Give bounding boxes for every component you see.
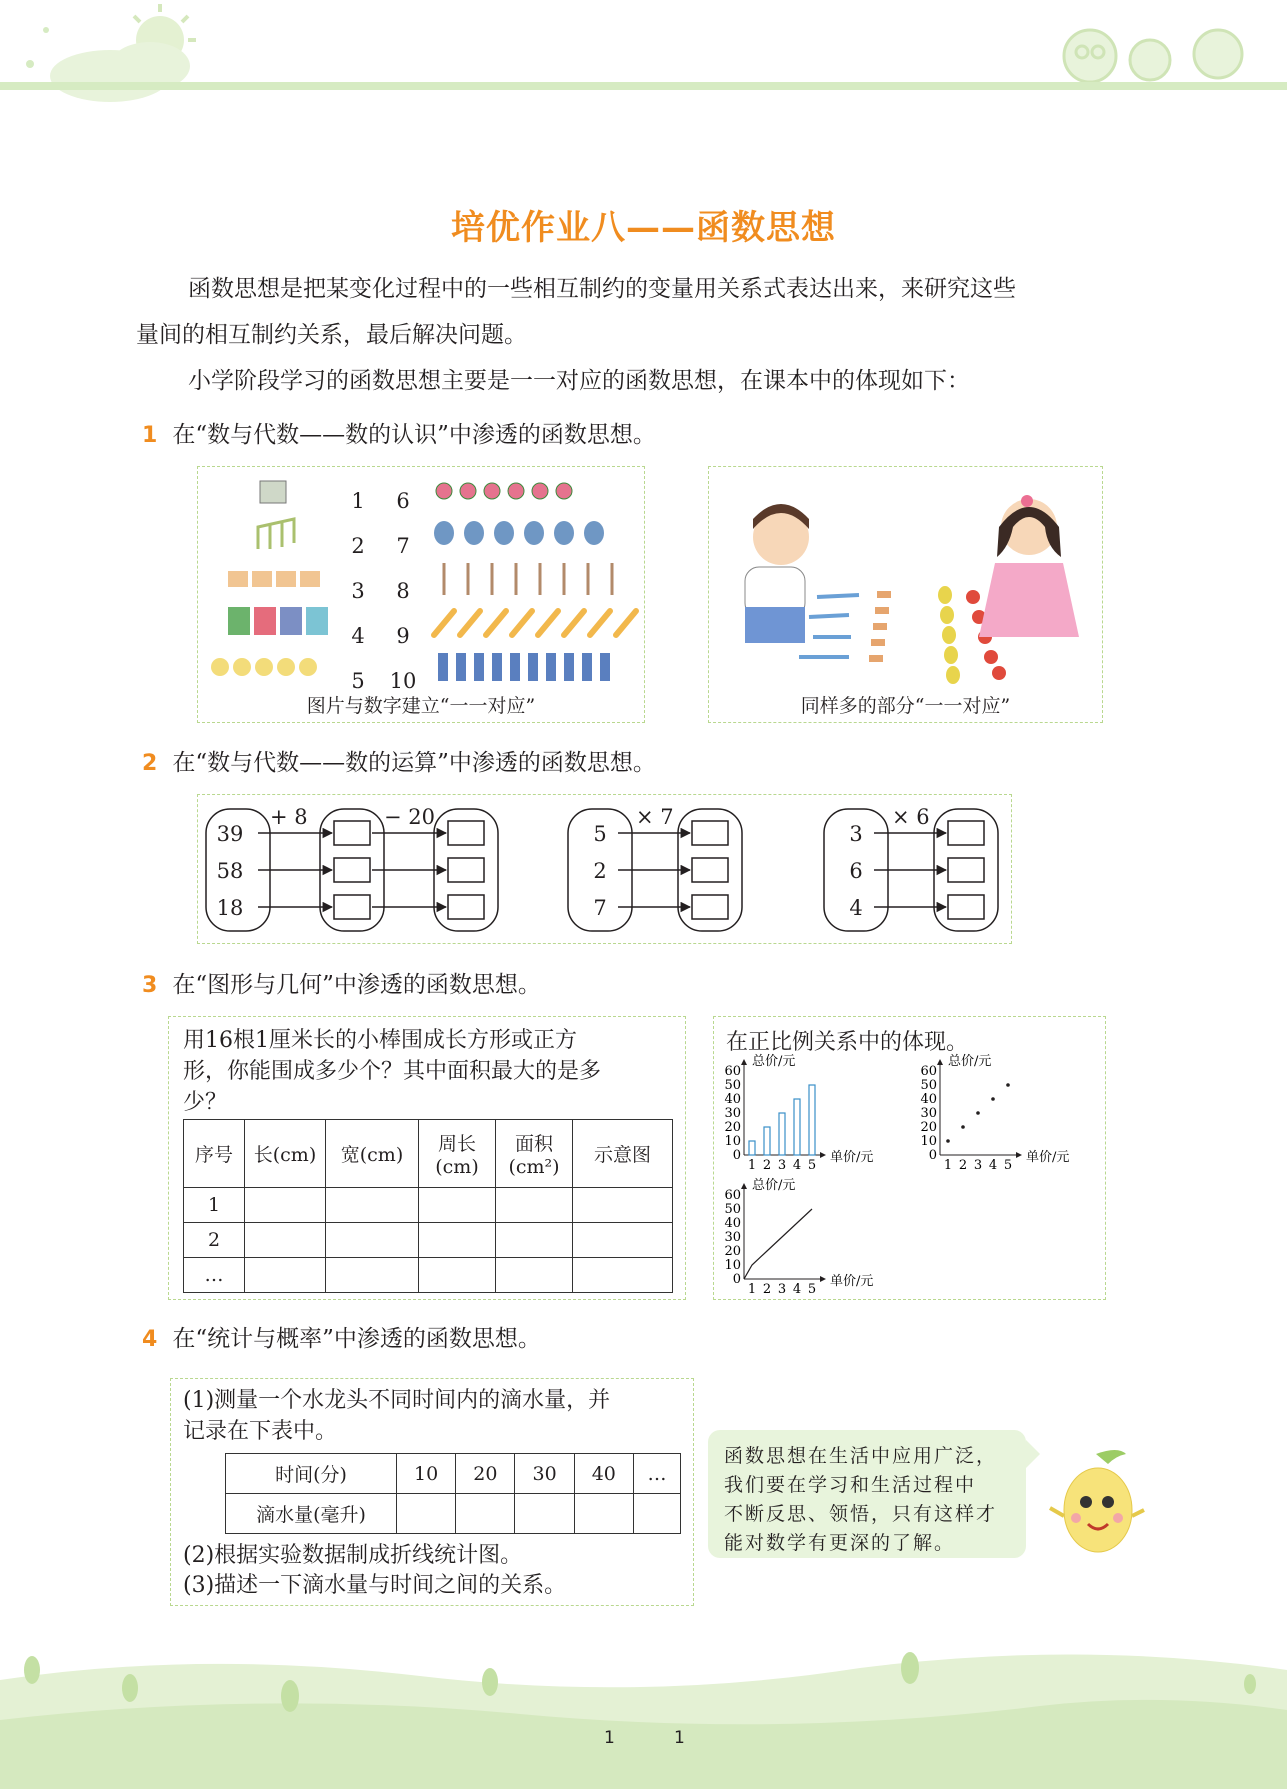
y-tick-label: 60	[724, 1064, 741, 1079]
y-axis-label: 总价/元	[948, 1054, 992, 1069]
number: 9	[396, 624, 410, 648]
y-tick-label: 10	[724, 1258, 741, 1273]
rectangle-problem-panel	[168, 1016, 686, 1300]
table-cell[interactable]	[573, 1223, 673, 1258]
answer-box[interactable]	[692, 821, 728, 845]
y-tick-label: 50	[724, 1202, 741, 1217]
table-cell[interactable]	[326, 1188, 419, 1223]
y-tick-label: 40	[920, 1092, 937, 1107]
y-tick-label: 20	[724, 1244, 741, 1259]
proportion-panel	[713, 1016, 1106, 1300]
right-number-column	[388, 479, 418, 704]
table-cell[interactable]	[419, 1188, 496, 1223]
answer-box[interactable]	[948, 895, 984, 919]
number-pictures	[198, 467, 646, 687]
tip-line: 不断反思、领悟，只有这样才	[724, 1503, 998, 1525]
drip-table	[225, 1453, 681, 1534]
input-value: 4	[849, 896, 863, 920]
table-cell[interactable]	[245, 1223, 326, 1258]
x-axis-label: 单价/元	[1026, 1150, 1070, 1165]
table-cell[interactable]	[397, 1494, 456, 1534]
table-row	[226, 1454, 681, 1494]
y-tick-label: 10	[920, 1134, 937, 1149]
y-tick-label: 50	[724, 1078, 741, 1093]
table-cell[interactable]	[326, 1223, 419, 1258]
y-axis-label: 总价/元	[752, 1178, 796, 1193]
table-header: 示意图	[573, 1120, 673, 1188]
number: 6	[396, 489, 410, 513]
bar	[749, 1141, 755, 1155]
intro-paragraph-2: 小学阶段学习的函数思想主要是一一对应的函数思想，在课本中的体现如下：	[188, 368, 970, 394]
section-number: 2	[142, 751, 158, 776]
row-index: …	[184, 1258, 245, 1293]
answer-box[interactable]	[448, 858, 484, 882]
time-value: …	[633, 1454, 680, 1494]
bar	[764, 1127, 770, 1155]
table-row	[184, 1258, 673, 1293]
x-tick-label: 1	[747, 1158, 757, 1173]
x-tick-label: 3	[777, 1282, 787, 1297]
section-text: 在“统计与概率”中渗透的函数思想。	[172, 1326, 541, 1352]
y-axis-arrow	[937, 1059, 943, 1065]
number: 2	[351, 534, 365, 558]
x-tick-label: 5	[807, 1282, 817, 1297]
table-row	[184, 1188, 673, 1223]
y-tick-label: 60	[920, 1064, 937, 1079]
diagram3-inputs	[836, 816, 876, 927]
picture-row-3	[228, 563, 612, 595]
task-line: 记录在下表中。	[183, 1419, 338, 1444]
one-to-one-panel	[708, 466, 1103, 723]
table-cell[interactable]	[456, 1494, 515, 1534]
section-text: 在“数与代数——数的运算”中渗透的函数思想。	[172, 750, 656, 776]
table-header	[419, 1120, 496, 1188]
header-label: 面积	[514, 1133, 553, 1155]
picture-row-2	[258, 519, 604, 549]
table-cell[interactable]	[573, 1188, 673, 1223]
x-tick-label: 4	[792, 1158, 802, 1173]
table-cell[interactable]	[419, 1223, 496, 1258]
boy-icon	[745, 504, 809, 643]
input-value: 58	[216, 859, 244, 883]
children-illustration	[709, 467, 1104, 687]
answer-box[interactable]	[334, 821, 370, 845]
time-value: 40	[574, 1454, 633, 1494]
table-cell[interactable]	[574, 1494, 633, 1534]
bubble-tail	[1026, 1440, 1040, 1470]
section-4-heading	[142, 1320, 541, 1353]
problem-line: 形，你能围成多少个？其中面积最大的是多	[183, 1059, 602, 1084]
bar	[794, 1099, 800, 1155]
answer-box[interactable]	[948, 858, 984, 882]
scatter-point	[976, 1111, 980, 1115]
x-tick-label: 2	[762, 1158, 772, 1173]
number: 7	[396, 534, 410, 558]
y-tick-label: 30	[724, 1230, 741, 1245]
x-axis-arrow	[1016, 1152, 1022, 1158]
answer-box[interactable]	[334, 895, 370, 919]
operation-label: − 20	[384, 805, 435, 829]
time-value: 10	[397, 1454, 456, 1494]
table-cell[interactable]	[245, 1188, 326, 1223]
intro-paragraph-line2: 量间的相互制约关系，最后解决问题。	[136, 322, 527, 348]
y-axis-arrow	[741, 1059, 747, 1065]
operation-label: + 8	[270, 805, 308, 829]
number: 3	[351, 579, 365, 603]
table-cell[interactable]	[633, 1494, 680, 1534]
y-tick-label: 0	[732, 1148, 741, 1163]
table-cell[interactable]	[496, 1223, 573, 1258]
proportion-charts	[714, 1017, 1107, 1301]
section-number: 4	[142, 1327, 158, 1352]
rectangle-table	[183, 1119, 673, 1293]
x-axis-label: 单价/元	[830, 1274, 874, 1289]
y-tick-label: 20	[724, 1120, 741, 1135]
y-axis-arrow	[741, 1183, 747, 1189]
y-tick-label: 0	[732, 1272, 741, 1287]
x-tick-label: 2	[762, 1282, 772, 1297]
row-label: 滴水量(毫升)	[226, 1494, 397, 1534]
x-tick-label: 1	[943, 1158, 953, 1173]
x-axis-label: 单价/元	[830, 1150, 874, 1165]
problem-line: 用16根1厘米长的小棒围成长方形或正方	[183, 1028, 577, 1053]
scatter-point	[961, 1125, 965, 1129]
section-text: 在“数与代数——数的认识”中渗透的函数思想。	[172, 422, 656, 448]
number: 4	[351, 624, 365, 648]
task-1-text	[183, 1385, 610, 1447]
table-header	[496, 1120, 573, 1188]
y-tick-label: 60	[724, 1188, 741, 1203]
table-cell[interactable]	[515, 1494, 574, 1534]
y-tick-label: 30	[920, 1106, 937, 1121]
footer-landscape	[0, 1640, 1287, 1789]
caption-right: 同样多的部分“一一对应”	[800, 695, 1011, 717]
tip-line: 能对数学有更深的了解。	[724, 1532, 956, 1554]
proportion-title: 在正比例关系中的体现。	[726, 1030, 969, 1055]
page-number: 1	[674, 1728, 685, 1748]
problem-line: 少？	[183, 1090, 228, 1115]
task-2-3-text	[183, 1541, 566, 1601]
mapping-panel	[197, 794, 1012, 944]
table-row	[184, 1223, 673, 1258]
number: 5	[351, 669, 365, 693]
number: 8	[396, 579, 410, 603]
x-tick-label: 3	[777, 1158, 787, 1173]
pencils-icon	[799, 595, 859, 657]
y-tick-label: 40	[724, 1092, 741, 1107]
y-tick-label: 10	[724, 1134, 741, 1149]
table-cell[interactable]	[496, 1258, 573, 1293]
x-tick-label: 1	[747, 1282, 757, 1297]
operation-label: × 6	[892, 805, 930, 829]
answer-box[interactable]	[692, 895, 728, 919]
header-rule	[0, 82, 1287, 90]
section-text: 在“图形与几何”中渗透的函数思想。	[172, 972, 541, 998]
input-value: 7	[593, 896, 607, 920]
x-axis-arrow	[820, 1276, 826, 1282]
page-number: 1	[604, 1728, 615, 1748]
diagram1-inputs	[210, 816, 250, 927]
scatter-point	[991, 1097, 995, 1101]
scatter-point	[1006, 1083, 1010, 1087]
input-value: 18	[216, 896, 244, 920]
operation-label: × 7	[636, 805, 674, 829]
header-unit: (cm²)	[508, 1156, 560, 1178]
intro-paragraph-line1: 函数思想是把某变化过程中的一些相互制约的变量用关系式表达出来，来研究这些	[188, 276, 1016, 302]
table-row	[226, 1494, 681, 1534]
y-tick-label: 0	[928, 1148, 937, 1163]
input-value: 3	[849, 822, 863, 846]
number: 10	[389, 669, 417, 693]
water-drip-panel	[170, 1378, 694, 1606]
tip-bubble	[708, 1430, 1026, 1558]
section-2-heading	[142, 744, 656, 777]
x-tick-label: 5	[807, 1158, 817, 1173]
page-title: 培优作业八——函数思想	[451, 208, 836, 248]
input-value: 6	[849, 859, 863, 883]
scatter-point	[946, 1139, 950, 1143]
input-value: 2	[593, 859, 607, 883]
section-number: 3	[142, 973, 158, 998]
table-header: 长(cm)	[245, 1120, 326, 1188]
x-tick-label: 3	[973, 1158, 983, 1173]
x-tick-label: 5	[1003, 1158, 1013, 1173]
table-cell[interactable]	[326, 1258, 419, 1293]
y-tick-label: 30	[724, 1106, 741, 1121]
table-cell[interactable]	[496, 1188, 573, 1223]
header-decoration	[0, 0, 1287, 110]
table-cell[interactable]	[245, 1258, 326, 1293]
section-3-heading	[142, 966, 541, 999]
diagram2-inputs	[580, 816, 620, 927]
x-tick-label: 2	[958, 1158, 968, 1173]
table-header: 宽(cm)	[326, 1120, 419, 1188]
bar	[779, 1113, 785, 1155]
tip-line: 函数思想在生活中应用广泛，	[724, 1445, 998, 1467]
problem-text	[183, 1025, 601, 1118]
input-value: 5	[593, 822, 607, 846]
task-line: (3)描述一下滴水量与时间之间的关系。	[183, 1573, 567, 1598]
left-number-column	[348, 479, 368, 704]
header-label: 周长	[437, 1133, 476, 1155]
bar	[809, 1085, 815, 1155]
animal-faces-icon	[1064, 30, 1242, 82]
picture-row-4	[228, 607, 636, 635]
row-label: 时间(分)	[226, 1454, 397, 1494]
mascot-icon	[1046, 1444, 1146, 1564]
girl-icon	[979, 495, 1079, 637]
task-line: (2)根据实验数据制成折线统计图。	[183, 1543, 523, 1568]
task-line: (1)测量一个水龙头不同时间内的滴水量，并	[183, 1388, 611, 1413]
input-value: 39	[216, 822, 244, 846]
time-value: 30	[515, 1454, 574, 1494]
answer-box[interactable]	[448, 821, 484, 845]
x-tick-label: 4	[792, 1282, 802, 1297]
table-cell[interactable]	[573, 1258, 673, 1293]
table-header: 序号	[184, 1120, 245, 1188]
y-tick-label: 50	[920, 1078, 937, 1093]
section-number: 1	[142, 423, 158, 448]
table-cell[interactable]	[419, 1258, 496, 1293]
x-tick-label: 4	[988, 1158, 998, 1173]
answer-box[interactable]	[692, 858, 728, 882]
y-tick-label: 40	[724, 1216, 741, 1231]
time-value: 20	[456, 1454, 515, 1494]
row-index: 1	[184, 1188, 245, 1223]
number: 1	[351, 489, 365, 513]
number-picture-panel	[197, 466, 645, 723]
answer-box[interactable]	[948, 821, 984, 845]
section-1-heading	[142, 416, 656, 449]
x-axis-arrow	[820, 1152, 826, 1158]
series-line	[744, 1209, 812, 1279]
y-tick-label: 20	[920, 1120, 937, 1135]
row-index: 2	[184, 1223, 245, 1258]
answer-box[interactable]	[334, 858, 370, 882]
y-axis-label: 总价/元	[752, 1054, 796, 1069]
header-unit: (cm)	[435, 1156, 479, 1178]
pears-icon	[938, 586, 960, 684]
tip-line: 我们要在学习和生活过程中	[724, 1474, 977, 1496]
caption-left: 图片与数字建立“一一对应”	[306, 695, 536, 717]
answer-box[interactable]	[448, 895, 484, 919]
erasers-icon	[869, 591, 891, 662]
